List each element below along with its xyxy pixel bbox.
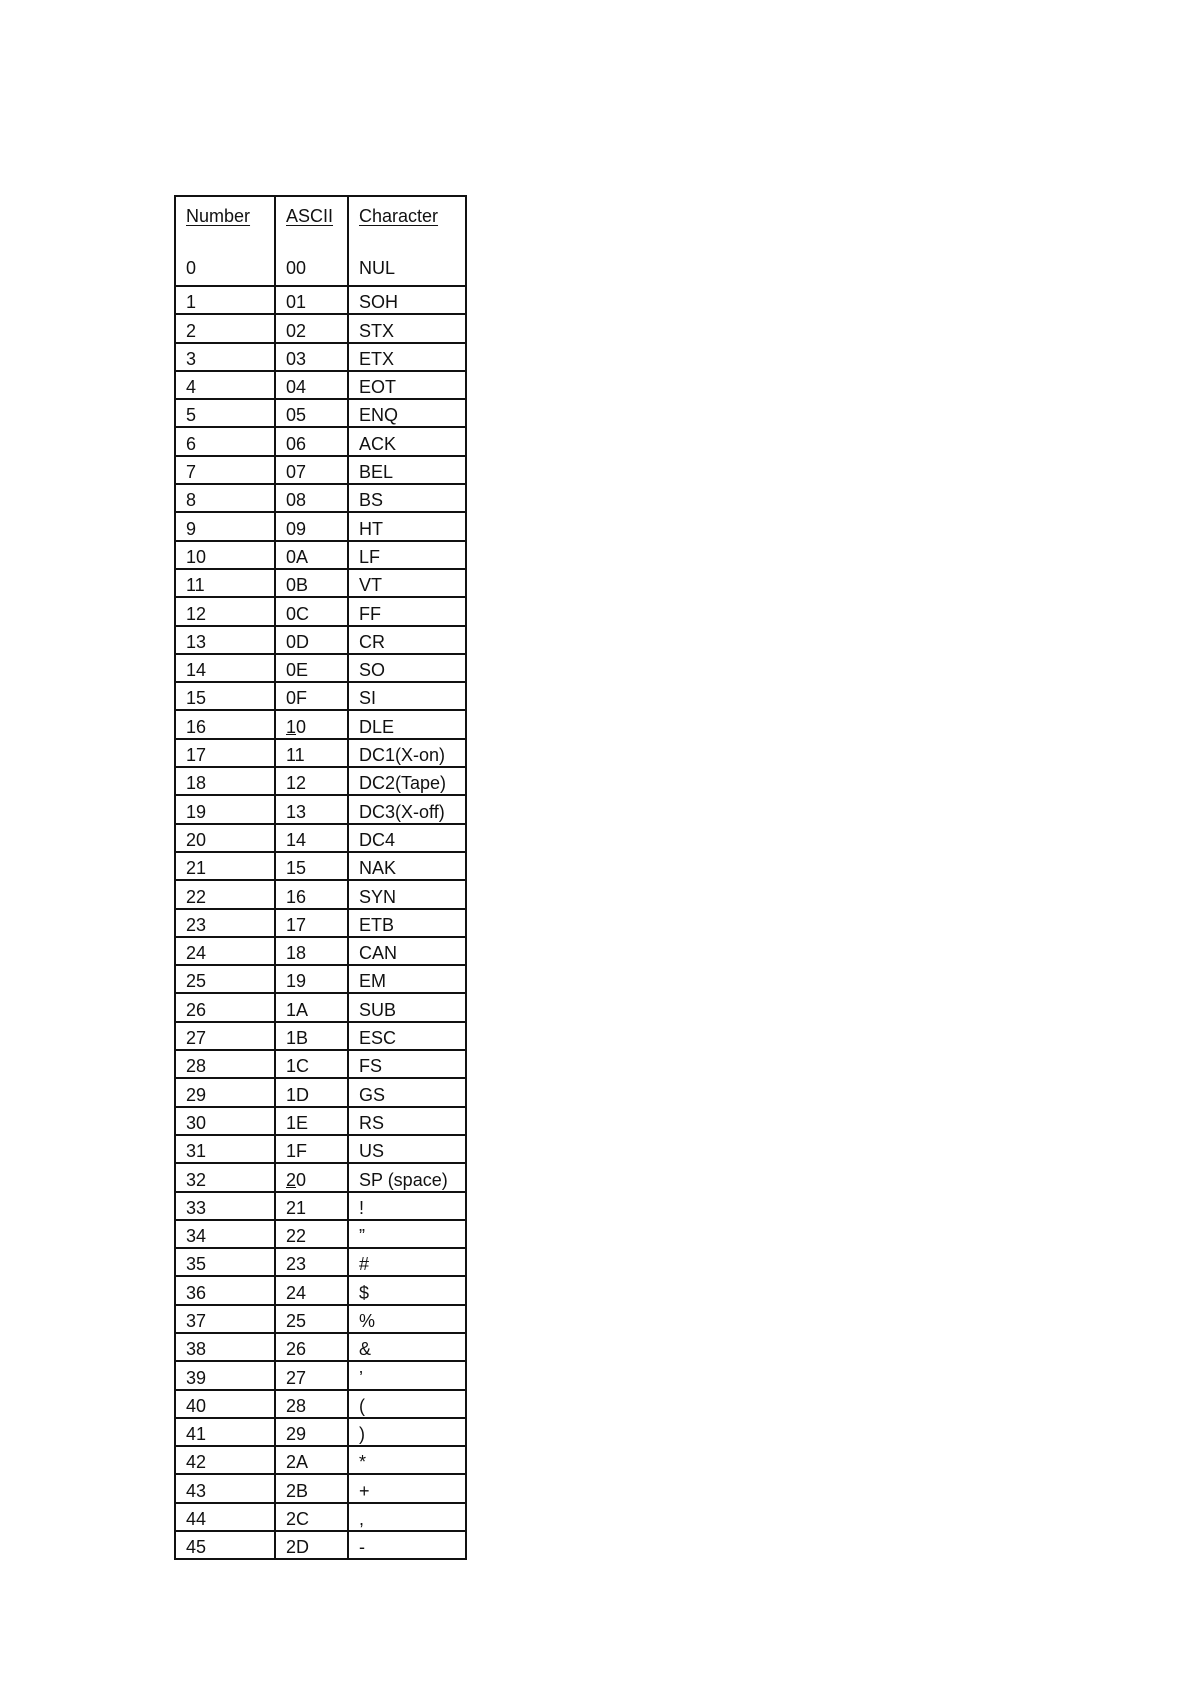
table-row — [175, 654, 466, 682]
number-cell: 16 — [175, 710, 275, 738]
number-cell: 12 — [175, 597, 275, 625]
table-row — [175, 1163, 466, 1191]
number-cell: 41 — [175, 1418, 275, 1446]
number-cell: 3 — [175, 343, 275, 371]
table-row — [175, 1418, 466, 1446]
character-cell: + — [348, 1474, 466, 1502]
ascii-cell — [275, 710, 348, 738]
table-row — [175, 484, 466, 512]
ascii-cell: 29 — [275, 1418, 348, 1446]
table-row — [175, 1192, 466, 1220]
character-cell: CAN — [348, 937, 466, 965]
ascii-rest: 0 — [296, 716, 307, 737]
number-cell: 36 — [175, 1276, 275, 1304]
number-cell: 27 — [175, 1022, 275, 1050]
table-header-row — [175, 196, 466, 286]
number-cell: 25 — [175, 965, 275, 993]
character-cell: ENQ — [348, 399, 466, 427]
table-row — [175, 1050, 466, 1078]
table-row — [175, 1446, 466, 1474]
number-cell: 17 — [175, 739, 275, 767]
character-cell: SUB — [348, 993, 466, 1021]
ascii-cell: 07 — [275, 456, 348, 484]
ascii-cell: 2B — [275, 1474, 348, 1502]
number-cell: 23 — [175, 909, 275, 937]
character-cell: ESC — [348, 1022, 466, 1050]
character-cell: ! — [348, 1192, 466, 1220]
ascii-cell: 24 — [275, 1276, 348, 1304]
number-cell: 26 — [175, 993, 275, 1021]
character-cell: NAK — [348, 852, 466, 880]
table-row — [175, 1474, 466, 1502]
number-cell: 45 — [175, 1531, 275, 1559]
ascii-cell: 08 — [275, 484, 348, 512]
table-row — [175, 456, 466, 484]
table-row — [175, 1078, 466, 1106]
number-cell: 42 — [175, 1446, 275, 1474]
table-row — [175, 1361, 466, 1389]
character-cell: SOH — [348, 286, 466, 314]
table-row — [175, 427, 466, 455]
character-cell: ACK — [348, 427, 466, 455]
number-cell: 37 — [175, 1305, 275, 1333]
character-cell: ETX — [348, 343, 466, 371]
table-row — [175, 343, 466, 371]
number-cell: 32 — [175, 1163, 275, 1191]
number-cell: 31 — [175, 1135, 275, 1163]
number-cell: 13 — [175, 626, 275, 654]
character-cell: SI — [348, 682, 466, 710]
table-row — [175, 597, 466, 625]
number-cell: 15 — [175, 682, 275, 710]
character-cell: ETB — [348, 909, 466, 937]
ascii-cell: 22 — [275, 1220, 348, 1248]
table-row — [175, 314, 466, 342]
number-cell: 43 — [175, 1474, 275, 1502]
ascii-cell: 2A — [275, 1446, 348, 1474]
ascii-cell: 26 — [275, 1333, 348, 1361]
table-row — [175, 965, 466, 993]
number-cell: 6 — [175, 427, 275, 455]
character-cell: ( — [348, 1390, 466, 1418]
table-row — [175, 1390, 466, 1418]
ascii-cell: 21 — [275, 1192, 348, 1220]
character-cell: EM — [348, 965, 466, 993]
ascii-cell: 04 — [275, 371, 348, 399]
ascii-cell: 12 — [275, 767, 348, 795]
ascii-cell: 27 — [275, 1361, 348, 1389]
table-row — [175, 1276, 466, 1304]
ascii-column-cell — [275, 196, 348, 286]
character-cell: VT — [348, 569, 466, 597]
ascii-cell: 16 — [275, 880, 348, 908]
first-number-value: 0 — [186, 258, 197, 278]
number-cell: 9 — [175, 512, 275, 540]
number-cell: 10 — [175, 541, 275, 569]
table-row — [175, 541, 466, 569]
character-cell: SP (space) — [348, 1163, 466, 1191]
table-row — [175, 880, 466, 908]
first-character-value: NUL — [359, 258, 396, 278]
character-cell: CR — [348, 626, 466, 654]
character-column-header: Character — [359, 206, 439, 226]
ascii-cell: 09 — [275, 512, 348, 540]
ascii-cell: 25 — [275, 1305, 348, 1333]
ascii-cell: 14 — [275, 824, 348, 852]
character-cell: * — [348, 1446, 466, 1474]
ascii-cell: 2C — [275, 1503, 348, 1531]
ascii-cell: 1E — [275, 1107, 348, 1135]
number-cell: 24 — [175, 937, 275, 965]
table-row — [175, 824, 466, 852]
character-cell: DC2(Tape) — [348, 767, 466, 795]
number-cell: 28 — [175, 1050, 275, 1078]
character-cell: HT — [348, 512, 466, 540]
table-row — [175, 739, 466, 767]
ascii-underlined-digit: 1 — [286, 716, 297, 737]
ascii-cell: 15 — [275, 852, 348, 880]
number-cell: 22 — [175, 880, 275, 908]
number-cell: 34 — [175, 1220, 275, 1248]
character-cell: FF — [348, 597, 466, 625]
table-row — [175, 1333, 466, 1361]
character-cell: SYN — [348, 880, 466, 908]
ascii-cell: 23 — [275, 1248, 348, 1276]
ascii-cell: 0C — [275, 597, 348, 625]
number-cell: 1 — [175, 286, 275, 314]
ascii-cell: 28 — [275, 1390, 348, 1418]
table-row — [175, 795, 466, 823]
table-row — [175, 852, 466, 880]
ascii-cell: 02 — [275, 314, 348, 342]
table-row — [175, 1220, 466, 1248]
character-cell: - — [348, 1531, 466, 1559]
ascii-table-body — [175, 196, 466, 1559]
number-column-header: Number — [186, 206, 251, 226]
ascii-cell: 0B — [275, 569, 348, 597]
character-cell: SO — [348, 654, 466, 682]
number-cell: 18 — [175, 767, 275, 795]
number-cell: 39 — [175, 1361, 275, 1389]
character-cell: ’ — [348, 1361, 466, 1389]
ascii-rest: 0 — [296, 1169, 307, 1190]
character-cell: GS — [348, 1078, 466, 1106]
table-row — [175, 1107, 466, 1135]
number-column-cell — [175, 196, 275, 286]
ascii-underlined-digit: 2 — [286, 1169, 297, 1190]
character-cell: DLE — [348, 710, 466, 738]
character-cell: ” — [348, 1220, 466, 1248]
character-cell: LF — [348, 541, 466, 569]
ascii-cell: 05 — [275, 399, 348, 427]
table-row — [175, 937, 466, 965]
ascii-cell: 0A — [275, 541, 348, 569]
number-cell: 19 — [175, 795, 275, 823]
number-cell: 4 — [175, 371, 275, 399]
table-row — [175, 626, 466, 654]
table-row — [175, 767, 466, 795]
table-row — [175, 399, 466, 427]
table-row — [175, 1305, 466, 1333]
ascii-cell: 1F — [275, 1135, 348, 1163]
character-cell: US — [348, 1135, 466, 1163]
number-cell: 33 — [175, 1192, 275, 1220]
table-row — [175, 682, 466, 710]
ascii-cell: 06 — [275, 427, 348, 455]
ascii-cell: 1D — [275, 1078, 348, 1106]
character-cell: FS — [348, 1050, 466, 1078]
number-cell: 7 — [175, 456, 275, 484]
number-cell: 40 — [175, 1390, 275, 1418]
number-cell: 8 — [175, 484, 275, 512]
table-row — [175, 1135, 466, 1163]
character-cell: $ — [348, 1276, 466, 1304]
character-cell: % — [348, 1305, 466, 1333]
character-cell: RS — [348, 1107, 466, 1135]
character-cell: # — [348, 1248, 466, 1276]
table-row — [175, 710, 466, 738]
number-cell: 5 — [175, 399, 275, 427]
ascii-cell: 2D — [275, 1531, 348, 1559]
ascii-cell — [275, 1163, 348, 1191]
character-cell: EOT — [348, 371, 466, 399]
ascii-cell: 0E — [275, 654, 348, 682]
number-cell: 44 — [175, 1503, 275, 1531]
number-cell: 21 — [175, 852, 275, 880]
ascii-cell: 18 — [275, 937, 348, 965]
ascii-cell: 17 — [275, 909, 348, 937]
number-cell: 11 — [175, 569, 275, 597]
table-row — [175, 286, 466, 314]
ascii-cell: 11 — [275, 739, 348, 767]
ascii-cell: 01 — [275, 286, 348, 314]
ascii-cell: 19 — [275, 965, 348, 993]
ascii-cell: 0D — [275, 626, 348, 654]
character-cell: BEL — [348, 456, 466, 484]
ascii-cell: 1C — [275, 1050, 348, 1078]
character-cell: ) — [348, 1418, 466, 1446]
table-row — [175, 1503, 466, 1531]
table-row — [175, 512, 466, 540]
character-cell: BS — [348, 484, 466, 512]
number-cell: 38 — [175, 1333, 275, 1361]
character-column-cell — [348, 196, 466, 286]
ascii-cell: 1A — [275, 993, 348, 1021]
table-row — [175, 909, 466, 937]
ascii-cell: 0F — [275, 682, 348, 710]
ascii-table — [174, 195, 467, 1560]
table-row — [175, 1022, 466, 1050]
ascii-cell: 13 — [275, 795, 348, 823]
number-cell: 29 — [175, 1078, 275, 1106]
character-cell: , — [348, 1503, 466, 1531]
number-cell: 30 — [175, 1107, 275, 1135]
number-cell: 35 — [175, 1248, 275, 1276]
table-row — [175, 1248, 466, 1276]
character-cell: DC4 — [348, 824, 466, 852]
table-row — [175, 1531, 466, 1559]
character-cell: DC1(X-on) — [348, 739, 466, 767]
number-cell: 20 — [175, 824, 275, 852]
character-cell: & — [348, 1333, 466, 1361]
number-cell: 2 — [175, 314, 275, 342]
ascii-cell: 1B — [275, 1022, 348, 1050]
first-ascii-value: 00 — [286, 258, 307, 278]
table-row — [175, 993, 466, 1021]
table-row — [175, 569, 466, 597]
ascii-column-header: ASCII — [286, 206, 334, 226]
number-cell: 14 — [175, 654, 275, 682]
character-cell: STX — [348, 314, 466, 342]
ascii-cell: 03 — [275, 343, 348, 371]
table-row — [175, 371, 466, 399]
character-cell: DC3(X-off) — [348, 795, 466, 823]
